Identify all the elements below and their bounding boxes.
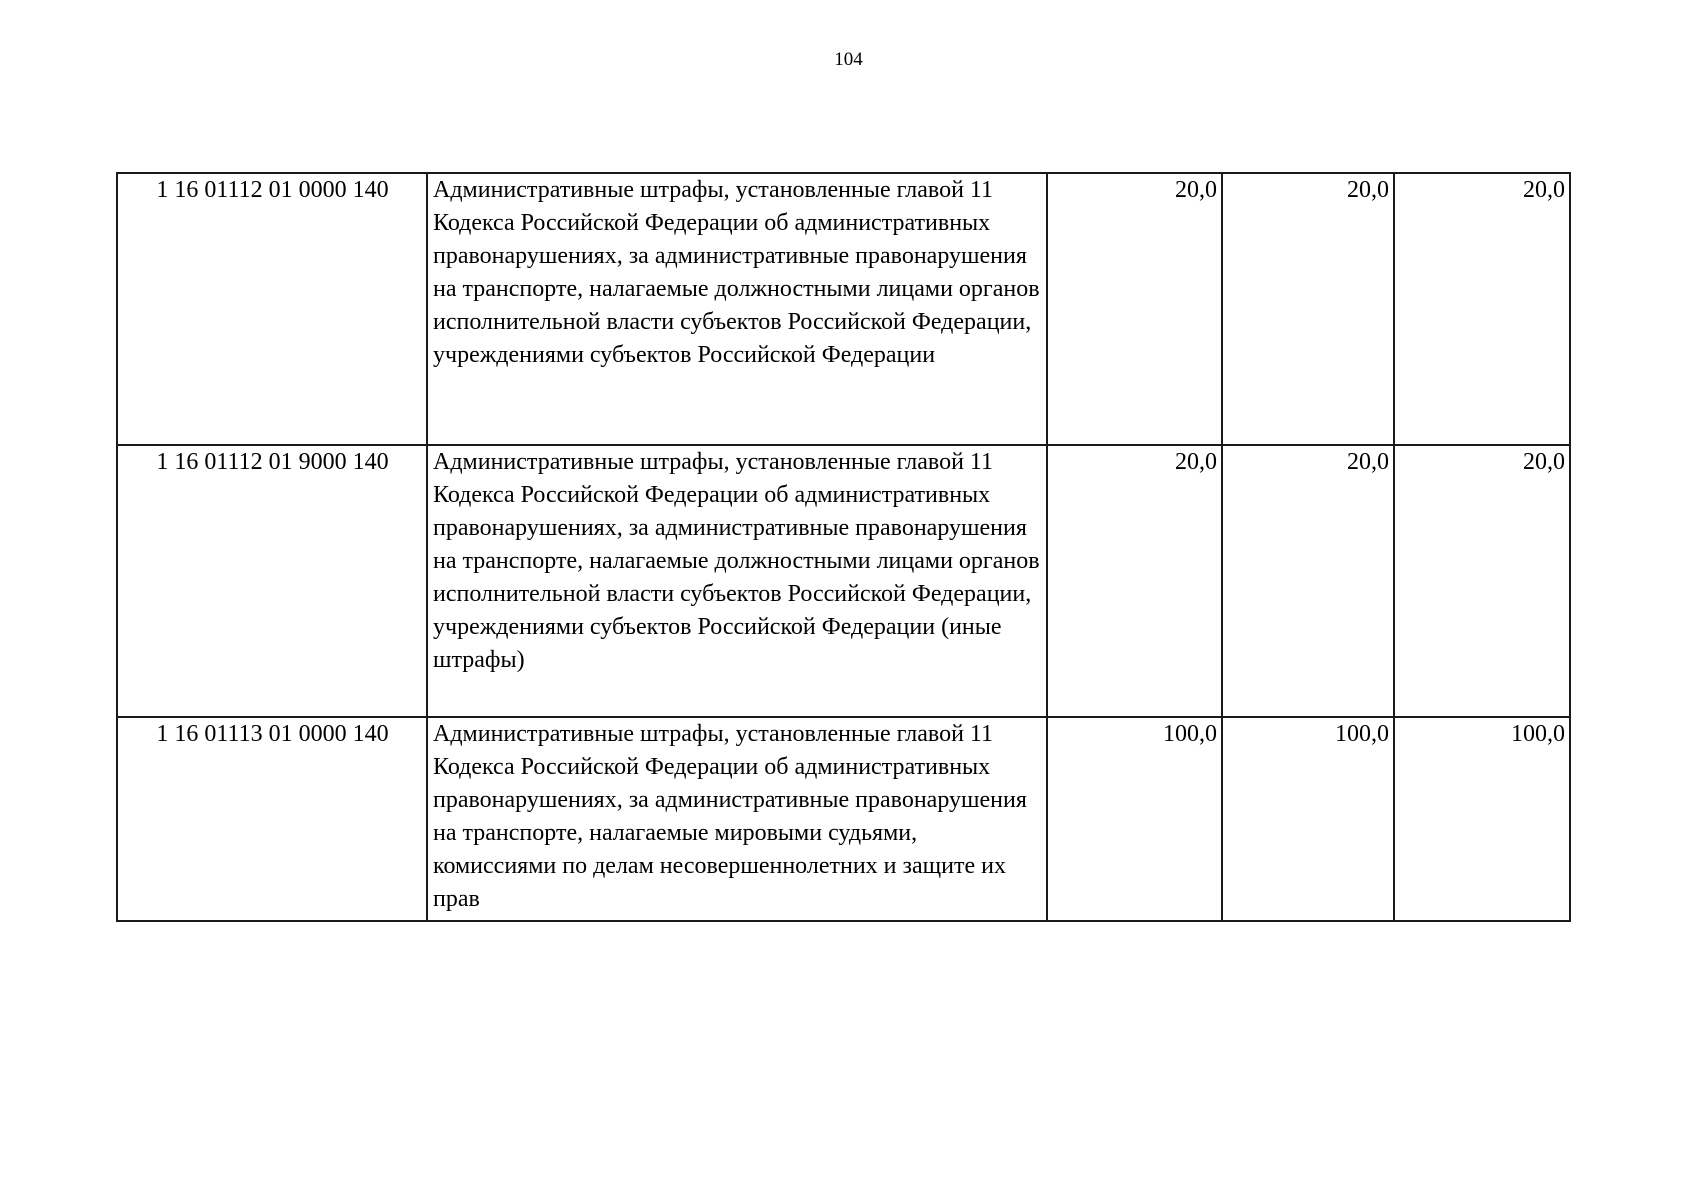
table-row — [117, 445, 1570, 717]
value-cell-year-3: 20,0 — [1394, 445, 1570, 717]
table-row — [117, 173, 1570, 445]
value-cell-year-1: 20,0 — [1047, 445, 1222, 717]
budget-code-cell: 1 16 01113 01 0000 140 — [117, 717, 427, 921]
description-cell: Административные штрафы, установленные главой 11 Кодекса Российской Федерации об административных правонарушениях, за административные правонарушения на транспорте, налагаемые должностными лицами органов исполнительной власти субъектов Российской Федерации, учреждениями субъектов Российской Федерации (иные штрафы) — [427, 445, 1047, 717]
value-cell-year-1: 100,0 — [1047, 717, 1222, 921]
description-cell: Административные штрафы, установленные главой 11 Кодекса Российской Федерации об административных правонарушениях, за административные правонарушения на транспорте, налагаемые должностными лицами органов исполнительной власти субъектов Российской Федерации, учреждениями субъектов Российской Федерации — [427, 173, 1047, 445]
value-cell-year-3: 100,0 — [1394, 717, 1570, 921]
page-number: 104 — [834, 49, 863, 70]
value-cell-year-3: 20,0 — [1394, 173, 1570, 445]
value-cell-year-2: 20,0 — [1222, 173, 1394, 445]
description-cell: Административные штрафы, установленные главой 11 Кодекса Российской Федерации об административных правонарушениях, за административные правонарушения на транспорте, налагаемые мировыми судьями, комиссиями по делам несовершеннолетних и защите их прав — [427, 717, 1047, 921]
budget-table — [116, 172, 1571, 922]
value-cell-year-2: 100,0 — [1222, 717, 1394, 921]
table-row — [117, 717, 1570, 921]
budget-code-cell: 1 16 01112 01 9000 140 — [117, 445, 427, 717]
budget-code-cell: 1 16 01112 01 0000 140 — [117, 173, 427, 445]
value-cell-year-2: 20,0 — [1222, 445, 1394, 717]
value-cell-year-1: 20,0 — [1047, 173, 1222, 445]
